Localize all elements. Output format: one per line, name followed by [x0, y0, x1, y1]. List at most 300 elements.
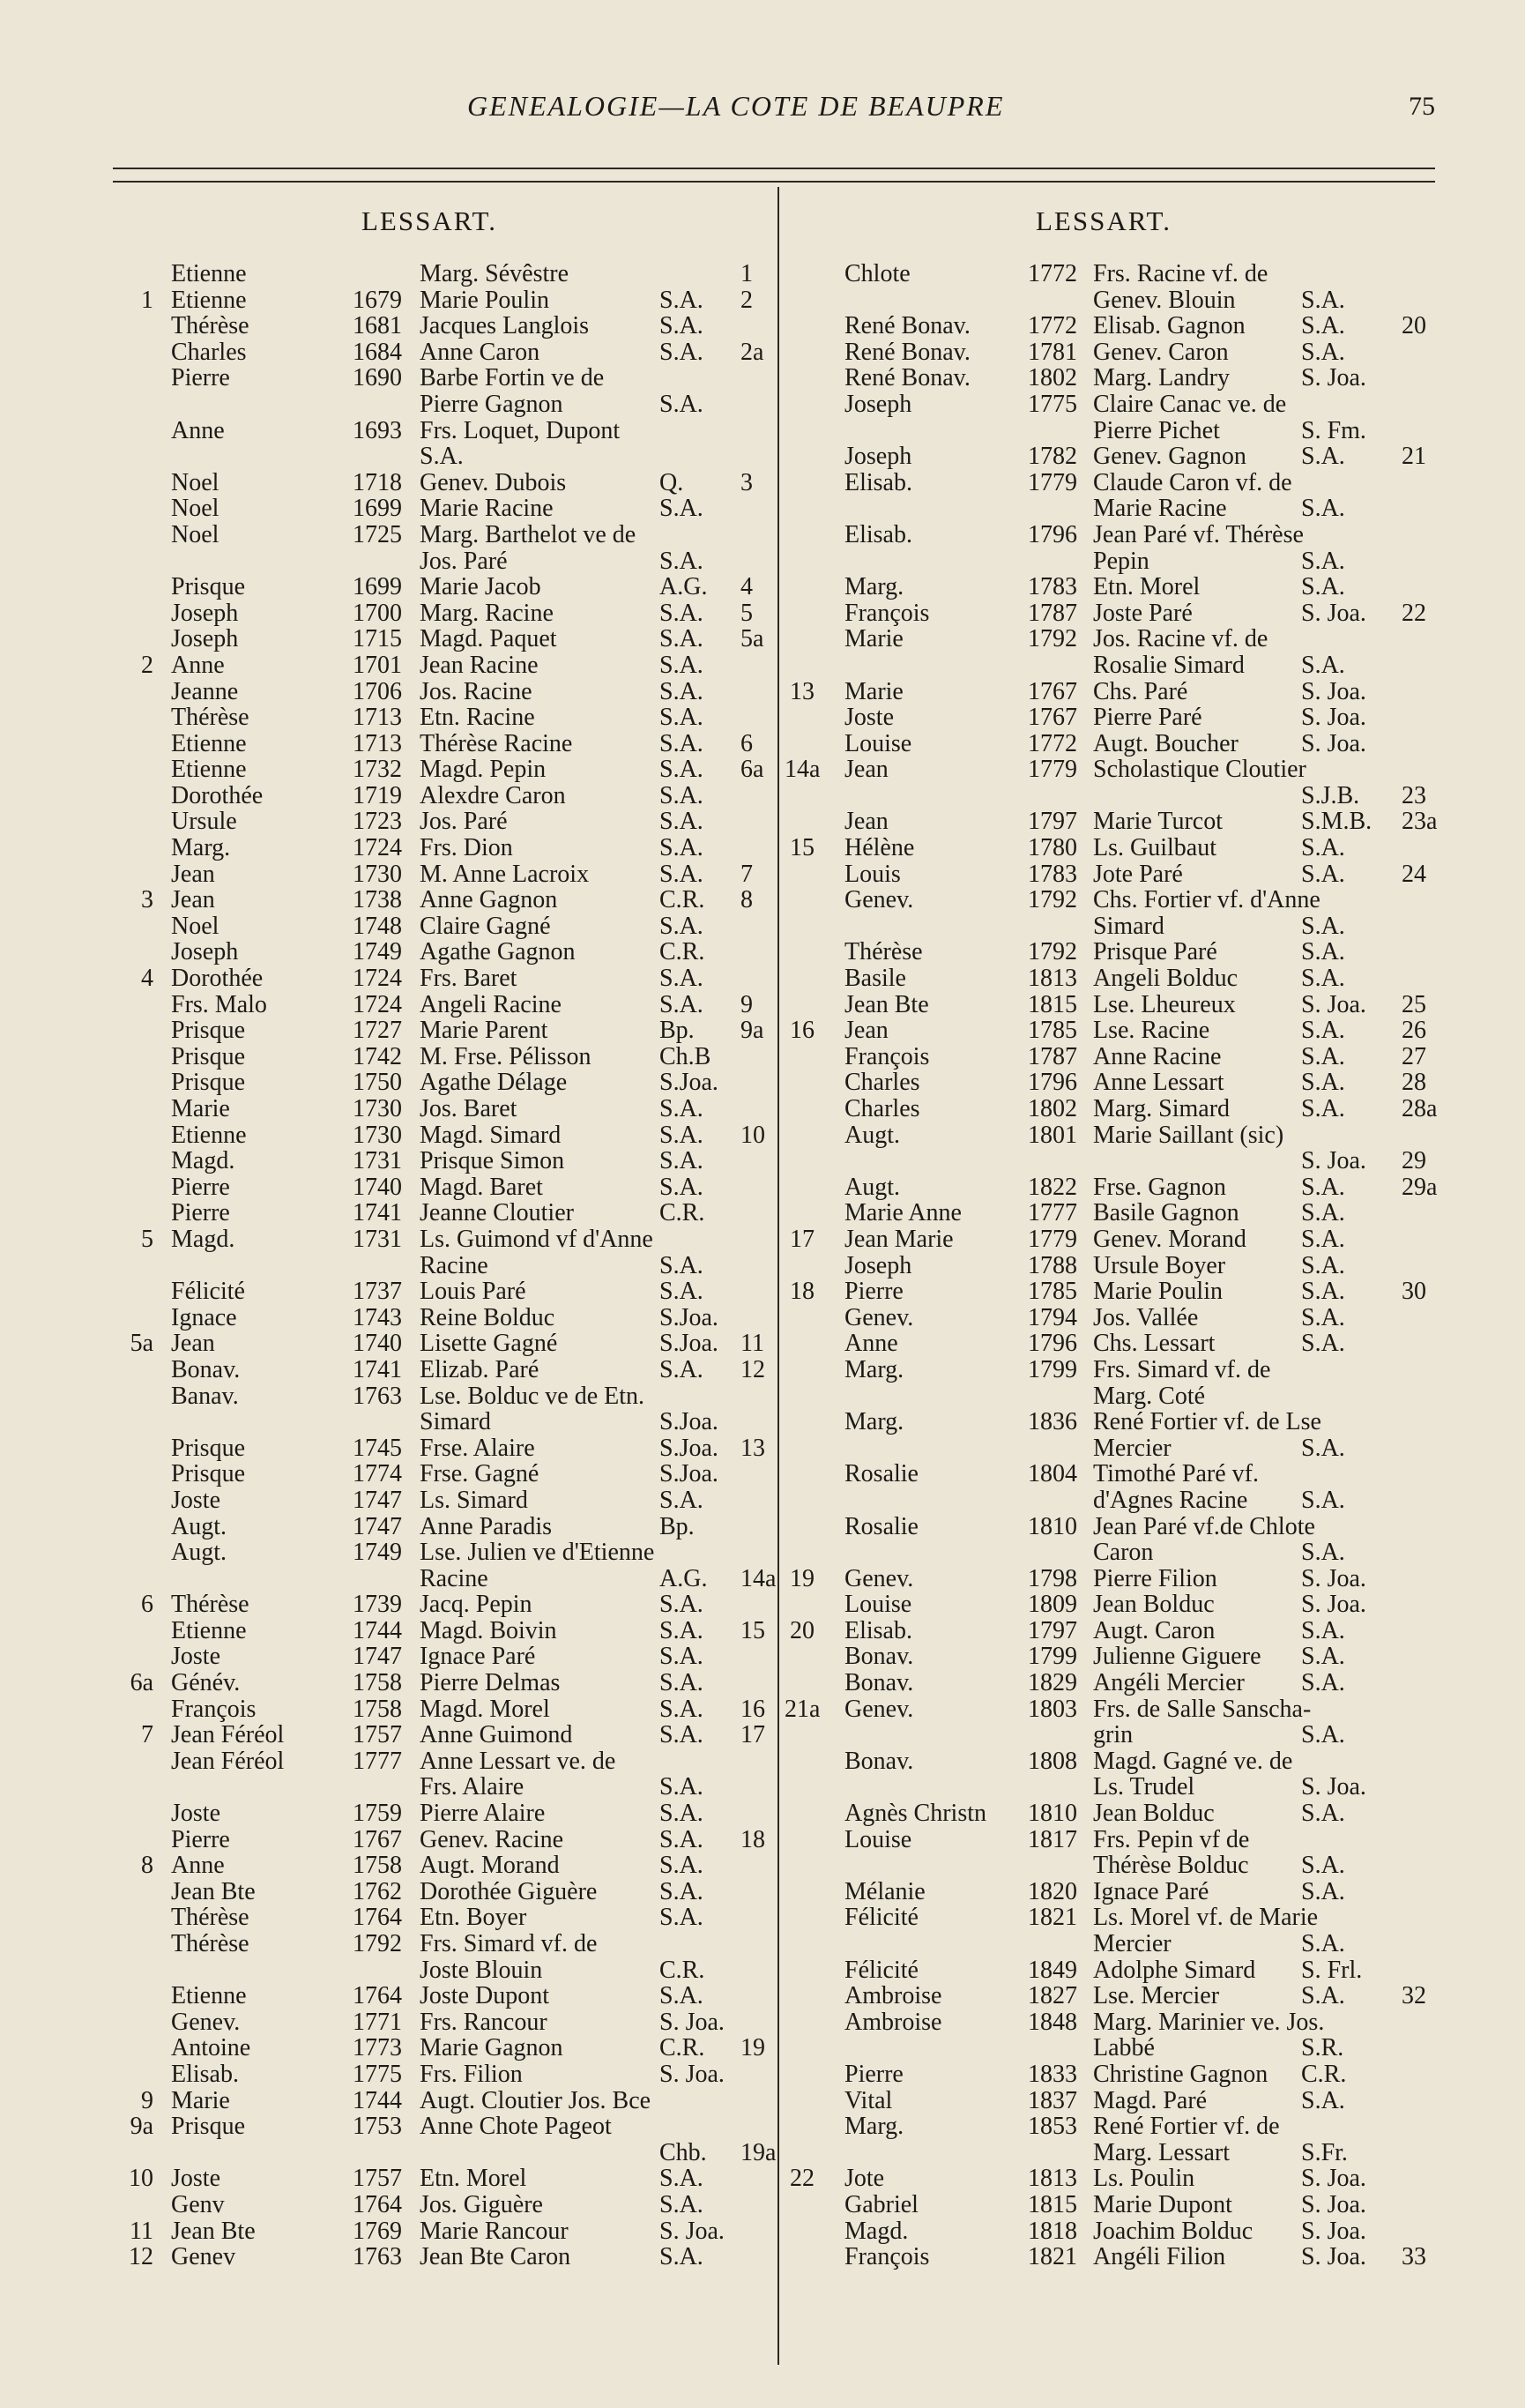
- genealogy-entry: [106, 2192, 767, 2218]
- genealogy-entry: [785, 1566, 1437, 1592]
- entry-spouse: Anne Gagnon: [420, 886, 558, 914]
- entry-year: 1783: [1028, 860, 1077, 888]
- entry-place: Ch.B: [659, 1042, 711, 1070]
- entry-year: 1820: [1028, 1877, 1077, 1905]
- entry-spouse: Caron: [1093, 1539, 1154, 1567]
- entry-name: Augt.: [171, 1539, 227, 1567]
- genealogy-entry: [785, 2009, 1437, 2036]
- entry-name: Joste: [844, 704, 894, 732]
- genealogy-entry: [785, 2061, 1437, 2088]
- entry-spouse: Racine: [420, 1251, 488, 1279]
- entry-spouse: Lisette Gagné: [420, 1330, 558, 1358]
- entry-place: S.A.: [659, 1251, 703, 1279]
- genealogy-entry: [785, 2166, 1437, 2192]
- entry-year: 1810: [1028, 1800, 1077, 1828]
- entry-year: 1785: [1028, 1278, 1077, 1306]
- entry-place: S.Joa.: [659, 1069, 718, 1097]
- entry-name: Hélène: [844, 834, 915, 862]
- entry-spouse: Marie Poulin: [420, 286, 549, 314]
- entry-ref: 4: [740, 573, 753, 601]
- genealogy-entry: [106, 1174, 767, 1201]
- entry-year: 1849: [1028, 1956, 1077, 1984]
- entry-place: S.A.: [1301, 1251, 1345, 1279]
- entry-spouse: Pierre Alaire: [420, 1800, 546, 1828]
- entry-place: S.A.: [659, 1278, 703, 1306]
- entry-year: 1827: [1028, 1982, 1077, 2010]
- entry-spouse: Ls. Trudel: [1093, 1773, 1195, 1801]
- entry-ref: 29: [1402, 1147, 1426, 1175]
- genealogy-entry: [785, 783, 1437, 809]
- entry-place: S.A.: [1301, 286, 1345, 314]
- entry-year: 1777: [353, 1747, 402, 1775]
- entry-name: Etienne: [171, 1121, 247, 1149]
- entry-year: 1772: [1028, 729, 1077, 757]
- entry-spouse: Jean Bolduc: [1093, 1800, 1215, 1828]
- genealogy-entry: [785, 1983, 1437, 2009]
- entry-place: Bp.: [659, 1017, 695, 1045]
- entry-year: 1796: [1028, 520, 1077, 548]
- entry-year: 1724: [353, 965, 402, 993]
- entry-place: C.R.: [659, 886, 705, 914]
- genealogy-entry: [106, 1879, 767, 1905]
- right-column-title: LESSART.: [1036, 205, 1172, 236]
- entry-place: S.A.: [659, 1355, 703, 1383]
- entry-year: 1783: [1028, 573, 1077, 601]
- entry-spouse: Etn. Morel: [1093, 573, 1201, 601]
- entry-year: 1679: [353, 286, 402, 314]
- entry-year: 1813: [1028, 2165, 1077, 2193]
- entry-year: 1796: [1028, 1069, 1077, 1097]
- genealogy-entry: [785, 679, 1437, 705]
- entry-year: 1779: [1028, 468, 1077, 496]
- entry-spouse: Jos. Racine: [420, 677, 532, 705]
- entry-spouse: Marie Parent: [420, 1017, 548, 1045]
- entry-place: S.A.: [1301, 1877, 1345, 1905]
- entry-spouse: Barbe Fortin ve de: [420, 364, 605, 392]
- entry-spouse: Pierre Delmas: [420, 1669, 561, 1697]
- entry-place: S.A.: [1301, 965, 1345, 993]
- entry-place: Bp.: [659, 1512, 695, 1540]
- entry-place: S. Joa.: [1301, 1591, 1366, 1619]
- entry-name: Magd.: [171, 1225, 235, 1253]
- entry-spouse: Frs. Simard vf. de: [1093, 1355, 1271, 1383]
- entry-ref: 28a: [1402, 1095, 1438, 1122]
- entry-number: 17: [790, 1225, 815, 1253]
- entry-year: 1744: [353, 2086, 402, 2114]
- entry-spouse: Anne Lessart: [1093, 1069, 1224, 1097]
- entry-year: 1767: [1028, 677, 1077, 705]
- entry-spouse: Dorothée Giguère: [420, 1877, 598, 1905]
- genealogy-entry: [785, 809, 1437, 835]
- entry-name: Ursule: [171, 808, 237, 836]
- genealogy-entry: [106, 835, 767, 861]
- genealogy-entry: [106, 1774, 767, 1800]
- entry-year: 1700: [353, 599, 402, 627]
- entry-ref: 10: [740, 1121, 765, 1149]
- entry-spouse: Christine Gagnon: [1093, 2060, 1268, 2088]
- genealogy-entry: [785, 1696, 1437, 1723]
- entry-spouse: Angéli Mercier: [1093, 1669, 1245, 1697]
- genealogy-entry: [785, 574, 1437, 600]
- genealogy-entry: [106, 313, 767, 339]
- genealogy-entry: [106, 939, 767, 965]
- entry-place: S.M.B.: [1301, 808, 1372, 836]
- entry-name: Pierre: [171, 1173, 230, 1201]
- genealogy-entry: [785, 1200, 1437, 1226]
- entry-year: 1732: [353, 756, 402, 784]
- genealogy-entry: [785, 522, 1437, 548]
- entry-place: S. Joa.: [659, 2060, 725, 2088]
- genealogy-entry: [785, 1174, 1437, 1201]
- entry-ref: 22: [1402, 599, 1426, 627]
- entry-year: 1757: [353, 1721, 402, 1749]
- entry-spouse: Anne Paradis: [420, 1512, 553, 1540]
- entry-year: 1801: [1028, 1121, 1077, 1149]
- entry-name: Louise: [844, 1591, 912, 1619]
- entry-year: 1821: [1028, 1904, 1077, 1932]
- entry-name: Génév.: [171, 1669, 241, 1697]
- entry-place: C.R.: [659, 1956, 705, 1984]
- genealogy-entry: [106, 2035, 767, 2061]
- entry-spouse: Pierre Gagnon: [420, 390, 563, 418]
- entry-name: François: [844, 2243, 930, 2271]
- entry-name: Anne: [171, 416, 225, 444]
- entry-ref: 21: [1402, 443, 1426, 471]
- genealogy-entry: [785, 2218, 1437, 2245]
- entry-name: Noel: [171, 912, 219, 940]
- genealogy-entry: [106, 470, 767, 496]
- entry-number: 10: [129, 2165, 153, 2193]
- entry-place: S.A.: [659, 1800, 703, 1828]
- entry-spouse: Prisque Paré: [1093, 938, 1217, 966]
- genealogy-entry: [106, 1722, 767, 1748]
- entry-place: S. Frl.: [1301, 1956, 1363, 1984]
- entry-name: Genev.: [844, 886, 914, 914]
- entry-place: S.A.: [659, 1095, 703, 1122]
- entry-name: Jean Bte: [171, 1877, 256, 1905]
- genealogy-entry: [785, 1383, 1437, 1410]
- entry-year: 1787: [1028, 1042, 1077, 1070]
- genealogy-entry: [106, 1461, 767, 1487]
- entry-year: 1799: [1028, 1643, 1077, 1671]
- genealogy-entry: [106, 1122, 767, 1149]
- entry-year: 1764: [353, 1982, 402, 2010]
- entry-number: 18: [790, 1278, 815, 1306]
- entry-ref: 1: [740, 260, 753, 287]
- genealogy-entry: [106, 2061, 767, 2088]
- entry-year: 1745: [353, 1434, 402, 1462]
- entry-year: 1792: [353, 1930, 402, 1957]
- entry-place: S.A.: [659, 1982, 703, 2010]
- entry-spouse: Joste Paré: [1093, 599, 1193, 627]
- page-number: 75: [1409, 92, 1435, 121]
- entry-year: 1792: [1028, 625, 1077, 653]
- entry-place: S.A.: [659, 729, 703, 757]
- entry-spouse: Anne Lessart ve. de: [420, 1747, 616, 1775]
- genealogy-entry: [106, 574, 767, 600]
- genealogy-entry: [785, 313, 1437, 339]
- entry-name: Jean Féréol: [171, 1721, 285, 1749]
- header-rule-bottom: [113, 181, 1435, 183]
- entry-name: Thérèse: [844, 938, 923, 966]
- genealogy-entry: [106, 783, 767, 809]
- entry-name: Rosalie: [844, 1460, 919, 1488]
- entry-spouse: Simard: [420, 1408, 491, 1436]
- genealogy-entry: [785, 1018, 1437, 1044]
- genealogy-entry: [785, 2140, 1437, 2166]
- entry-spouse: Joste Dupont: [420, 1982, 549, 2010]
- entry-spouse: Louis Paré: [420, 1278, 526, 1306]
- entry-year: 1718: [353, 468, 402, 496]
- entry-name: René Bonav.: [844, 364, 971, 392]
- entry-year: 1803: [1028, 1695, 1077, 1723]
- genealogy-entry: [785, 757, 1437, 783]
- entry-spouse: Pierre Paré: [1093, 704, 1202, 732]
- genealogy-entry: [785, 365, 1437, 391]
- entry-spouse: Labbé: [1093, 2034, 1155, 2062]
- entry-name: Prisque: [171, 1460, 245, 1488]
- entry-year: 1794: [1028, 1303, 1077, 1331]
- genealogy-entry: [785, 626, 1437, 652]
- entry-name: Agnès Christn: [844, 1800, 986, 1828]
- genealogy-entry: [785, 1279, 1437, 1305]
- entry-name: Charles: [844, 1069, 920, 1097]
- entry-ref: 23: [1402, 781, 1426, 809]
- entry-spouse: Magd. Pepin: [420, 756, 547, 784]
- entry-year: 1779: [1028, 1225, 1077, 1253]
- entry-name: Gabriel: [844, 2190, 919, 2218]
- entry-year: 1792: [1028, 886, 1077, 914]
- entry-spouse: M. Anne Lacroix: [420, 860, 590, 888]
- entry-place: S.A.: [1301, 573, 1345, 601]
- entry-spouse: Jos. Racine vf. de: [1093, 625, 1268, 653]
- genealogy-entry: [106, 1383, 767, 1410]
- entry-spouse: Jeanne Cloutier: [420, 1199, 574, 1227]
- entry-spouse: Frse. Alaire: [420, 1434, 535, 1462]
- entry-name: Prisque: [171, 2113, 245, 2141]
- entry-name: Anne: [171, 651, 225, 679]
- entry-number: 6: [141, 1591, 153, 1619]
- entry-spouse: Angéli Filion: [1093, 2243, 1226, 2271]
- entry-spouse: Pepin: [1093, 547, 1149, 575]
- entry-place: S.A.: [659, 990, 703, 1018]
- entry-name: Chlote: [844, 260, 911, 287]
- entry-number: 12: [129, 2243, 153, 2271]
- entry-place: S.A.: [659, 1616, 703, 1644]
- entry-name: Genev.: [844, 1564, 914, 1592]
- entry-year: 1730: [353, 1095, 402, 1122]
- entry-place: S.R.: [1301, 2034, 1344, 2062]
- genealogy-entry: [106, 1357, 767, 1383]
- genealogy-entry: [106, 287, 767, 314]
- entry-name: Marg.: [844, 1408, 904, 1436]
- entry-name: Joseph: [171, 938, 239, 966]
- genealogy-entry: [106, 365, 767, 391]
- entry-number: 1: [141, 286, 153, 314]
- entry-place: S.A.: [1301, 312, 1345, 340]
- entry-name: Banav.: [171, 1382, 239, 1410]
- entry-name: Genev: [171, 2243, 236, 2271]
- entry-name: Prisque: [171, 1017, 245, 1045]
- entry-place: S.A.: [1301, 1852, 1345, 1880]
- entry-place: C.R.: [659, 2034, 705, 2062]
- entry-year: 1757: [353, 2165, 402, 2193]
- entry-name: Mélanie: [844, 1877, 926, 1905]
- entry-name: Marie Anne: [844, 1199, 962, 1227]
- entry-name: Antoine: [171, 2034, 251, 2062]
- genealogy-entry: [785, 1305, 1437, 1331]
- entry-spouse: Genev. Racine: [420, 1825, 563, 1853]
- entry-name: Elisab.: [844, 1616, 912, 1644]
- entry-year: 1693: [353, 416, 402, 444]
- entry-name: Magd.: [844, 2217, 909, 2245]
- entry-place: S.A.: [1301, 1173, 1345, 1201]
- genealogy-entry: [785, 731, 1437, 757]
- entry-ref: 2a: [740, 338, 764, 366]
- genealogy-entry: [785, 1357, 1437, 1383]
- entry-place: S.Joa.: [659, 1303, 718, 1331]
- entry-year: 1771: [353, 2008, 402, 2036]
- entry-year: 1750: [353, 1069, 402, 1097]
- entry-spouse: Marie Rancour: [420, 2217, 569, 2245]
- genealogy-entry: [106, 992, 767, 1018]
- entry-spouse: Marie Turcot: [1093, 808, 1223, 836]
- entry-name: Elisab.: [844, 468, 912, 496]
- entry-place: S.A.: [659, 1121, 703, 1149]
- entry-place: S.A.: [659, 677, 703, 705]
- genealogy-entry: [785, 1409, 1437, 1435]
- entry-name: Félicité: [844, 1904, 919, 1932]
- entry-name: Pierre: [844, 2060, 904, 2088]
- entry-spouse: Mercier: [1093, 1930, 1172, 1957]
- entry-spouse: Marie Poulin: [1093, 1278, 1223, 1306]
- entry-spouse: Scholastique Cloutier: [1093, 756, 1306, 784]
- entry-number: 2: [141, 651, 153, 679]
- entry-name: Joseph: [844, 1251, 912, 1279]
- entry-number: 8: [141, 1852, 153, 1880]
- entry-ref: 17: [740, 1721, 765, 1749]
- entry-name: Etienne: [171, 260, 247, 287]
- entry-place: S.A.: [659, 1486, 703, 1514]
- genealogy-entry: [785, 965, 1437, 992]
- genealogy-entry: [785, 287, 1437, 314]
- entry-name: Ignace: [171, 1303, 237, 1331]
- genealogy-entry: [106, 1800, 767, 1827]
- entry-spouse: Marie Dupont: [1093, 2190, 1232, 2218]
- entry-spouse: Lse. Racine: [1093, 1017, 1210, 1045]
- entry-place: S.A.: [659, 1904, 703, 1932]
- entry-place: S.A.: [1301, 1982, 1345, 2010]
- entry-number: 15: [790, 834, 815, 862]
- entry-spouse: Marg. Landry: [1093, 364, 1230, 392]
- entry-name: Etienne: [171, 756, 247, 784]
- page-header: [0, 90, 1525, 134]
- entry-year: 1730: [353, 1121, 402, 1149]
- genealogy-entry: [785, 391, 1437, 418]
- entry-year: 1813: [1028, 965, 1077, 993]
- entry-name: Thérèse: [171, 1930, 249, 1957]
- entry-place: S.A.: [659, 1721, 703, 1749]
- entry-place: S.A.: [659, 338, 703, 366]
- entry-place: S.A.: [659, 495, 703, 523]
- entry-year: 1719: [353, 781, 402, 809]
- entry-year: 1772: [1028, 312, 1077, 340]
- entry-name: Thérèse: [171, 312, 249, 340]
- entry-name: Basile: [844, 965, 906, 993]
- genealogy-entry: [785, 1148, 1437, 1174]
- entry-place: S. Joa.: [1301, 1773, 1366, 1801]
- entry-name: René Bonav.: [844, 312, 971, 340]
- entry-spouse: Frs. Dion: [420, 834, 513, 862]
- entry-name: Bonav.: [844, 1747, 914, 1775]
- entry-name: Ambroise: [844, 1982, 942, 2010]
- entry-spouse: Rosalie Simard: [1093, 651, 1245, 679]
- entry-name: Marg.: [844, 573, 904, 601]
- genealogy-entry: [785, 1044, 1437, 1070]
- entry-year: 1690: [353, 364, 402, 392]
- entry-name: Jean Bte: [171, 2217, 256, 2245]
- entry-year: 1725: [353, 520, 402, 548]
- entry-spouse: Mercier: [1093, 1434, 1172, 1462]
- entry-ref: 9a: [740, 1017, 764, 1045]
- entry-year: 1701: [353, 651, 402, 679]
- entry-spouse: S.A.: [420, 443, 464, 471]
- entry-year: 1699: [353, 495, 402, 523]
- genealogy-entry: [106, 418, 767, 444]
- entry-spouse: Etn. Morel: [420, 2165, 527, 2193]
- entry-year: 1785: [1028, 1017, 1077, 1045]
- genealogy-entry: [106, 1905, 767, 1931]
- entry-number: 20: [790, 1616, 815, 1644]
- genealogy-entry: [785, 548, 1437, 575]
- entry-place: S.A.: [1301, 1069, 1345, 1097]
- entry-year: 1802: [1028, 364, 1077, 392]
- entry-name: Augt.: [844, 1121, 900, 1149]
- entry-number: 13: [790, 677, 815, 705]
- entry-ref: 27: [1402, 1042, 1426, 1070]
- entry-place: S.A.: [1301, 1643, 1345, 1671]
- genealogy-entry: [106, 757, 767, 783]
- genealogy-entry: [106, 261, 767, 287]
- entry-name: Charles: [844, 1095, 920, 1122]
- entry-ref: 6a: [740, 756, 764, 784]
- entry-year: 1775: [1028, 390, 1077, 418]
- entry-name: Etienne: [171, 729, 247, 757]
- entry-place: S.A.: [659, 756, 703, 784]
- entry-spouse: Alexdre Caron: [420, 781, 566, 809]
- entry-number: 14a: [785, 756, 821, 784]
- genealogy-entry: [106, 1514, 767, 1540]
- genealogy-entry: [106, 731, 767, 757]
- entry-name: Marie: [171, 2086, 230, 2114]
- entry-year: 1809: [1028, 1591, 1077, 1619]
- entry-spouse: grin: [1093, 1721, 1134, 1749]
- entry-spouse: Ignace Paré: [1093, 1877, 1209, 1905]
- entry-name: Pierre: [844, 1278, 904, 1306]
- entry-ref: 8: [740, 886, 753, 914]
- entry-name: Anne: [171, 1852, 225, 1880]
- entry-number: 19: [790, 1564, 815, 1592]
- entry-year: 1818: [1028, 2217, 1077, 2245]
- entry-place: S.A.: [1301, 1616, 1345, 1644]
- genealogy-entry: [785, 1461, 1437, 1487]
- entry-name: Prisque: [171, 1069, 245, 1097]
- entry-ref: 24: [1402, 860, 1426, 888]
- genealogy-entry: [106, 626, 767, 652]
- genealogy-entry: [106, 652, 767, 679]
- entry-year: 1748: [353, 912, 402, 940]
- entry-year: 1799: [1028, 1355, 1077, 1383]
